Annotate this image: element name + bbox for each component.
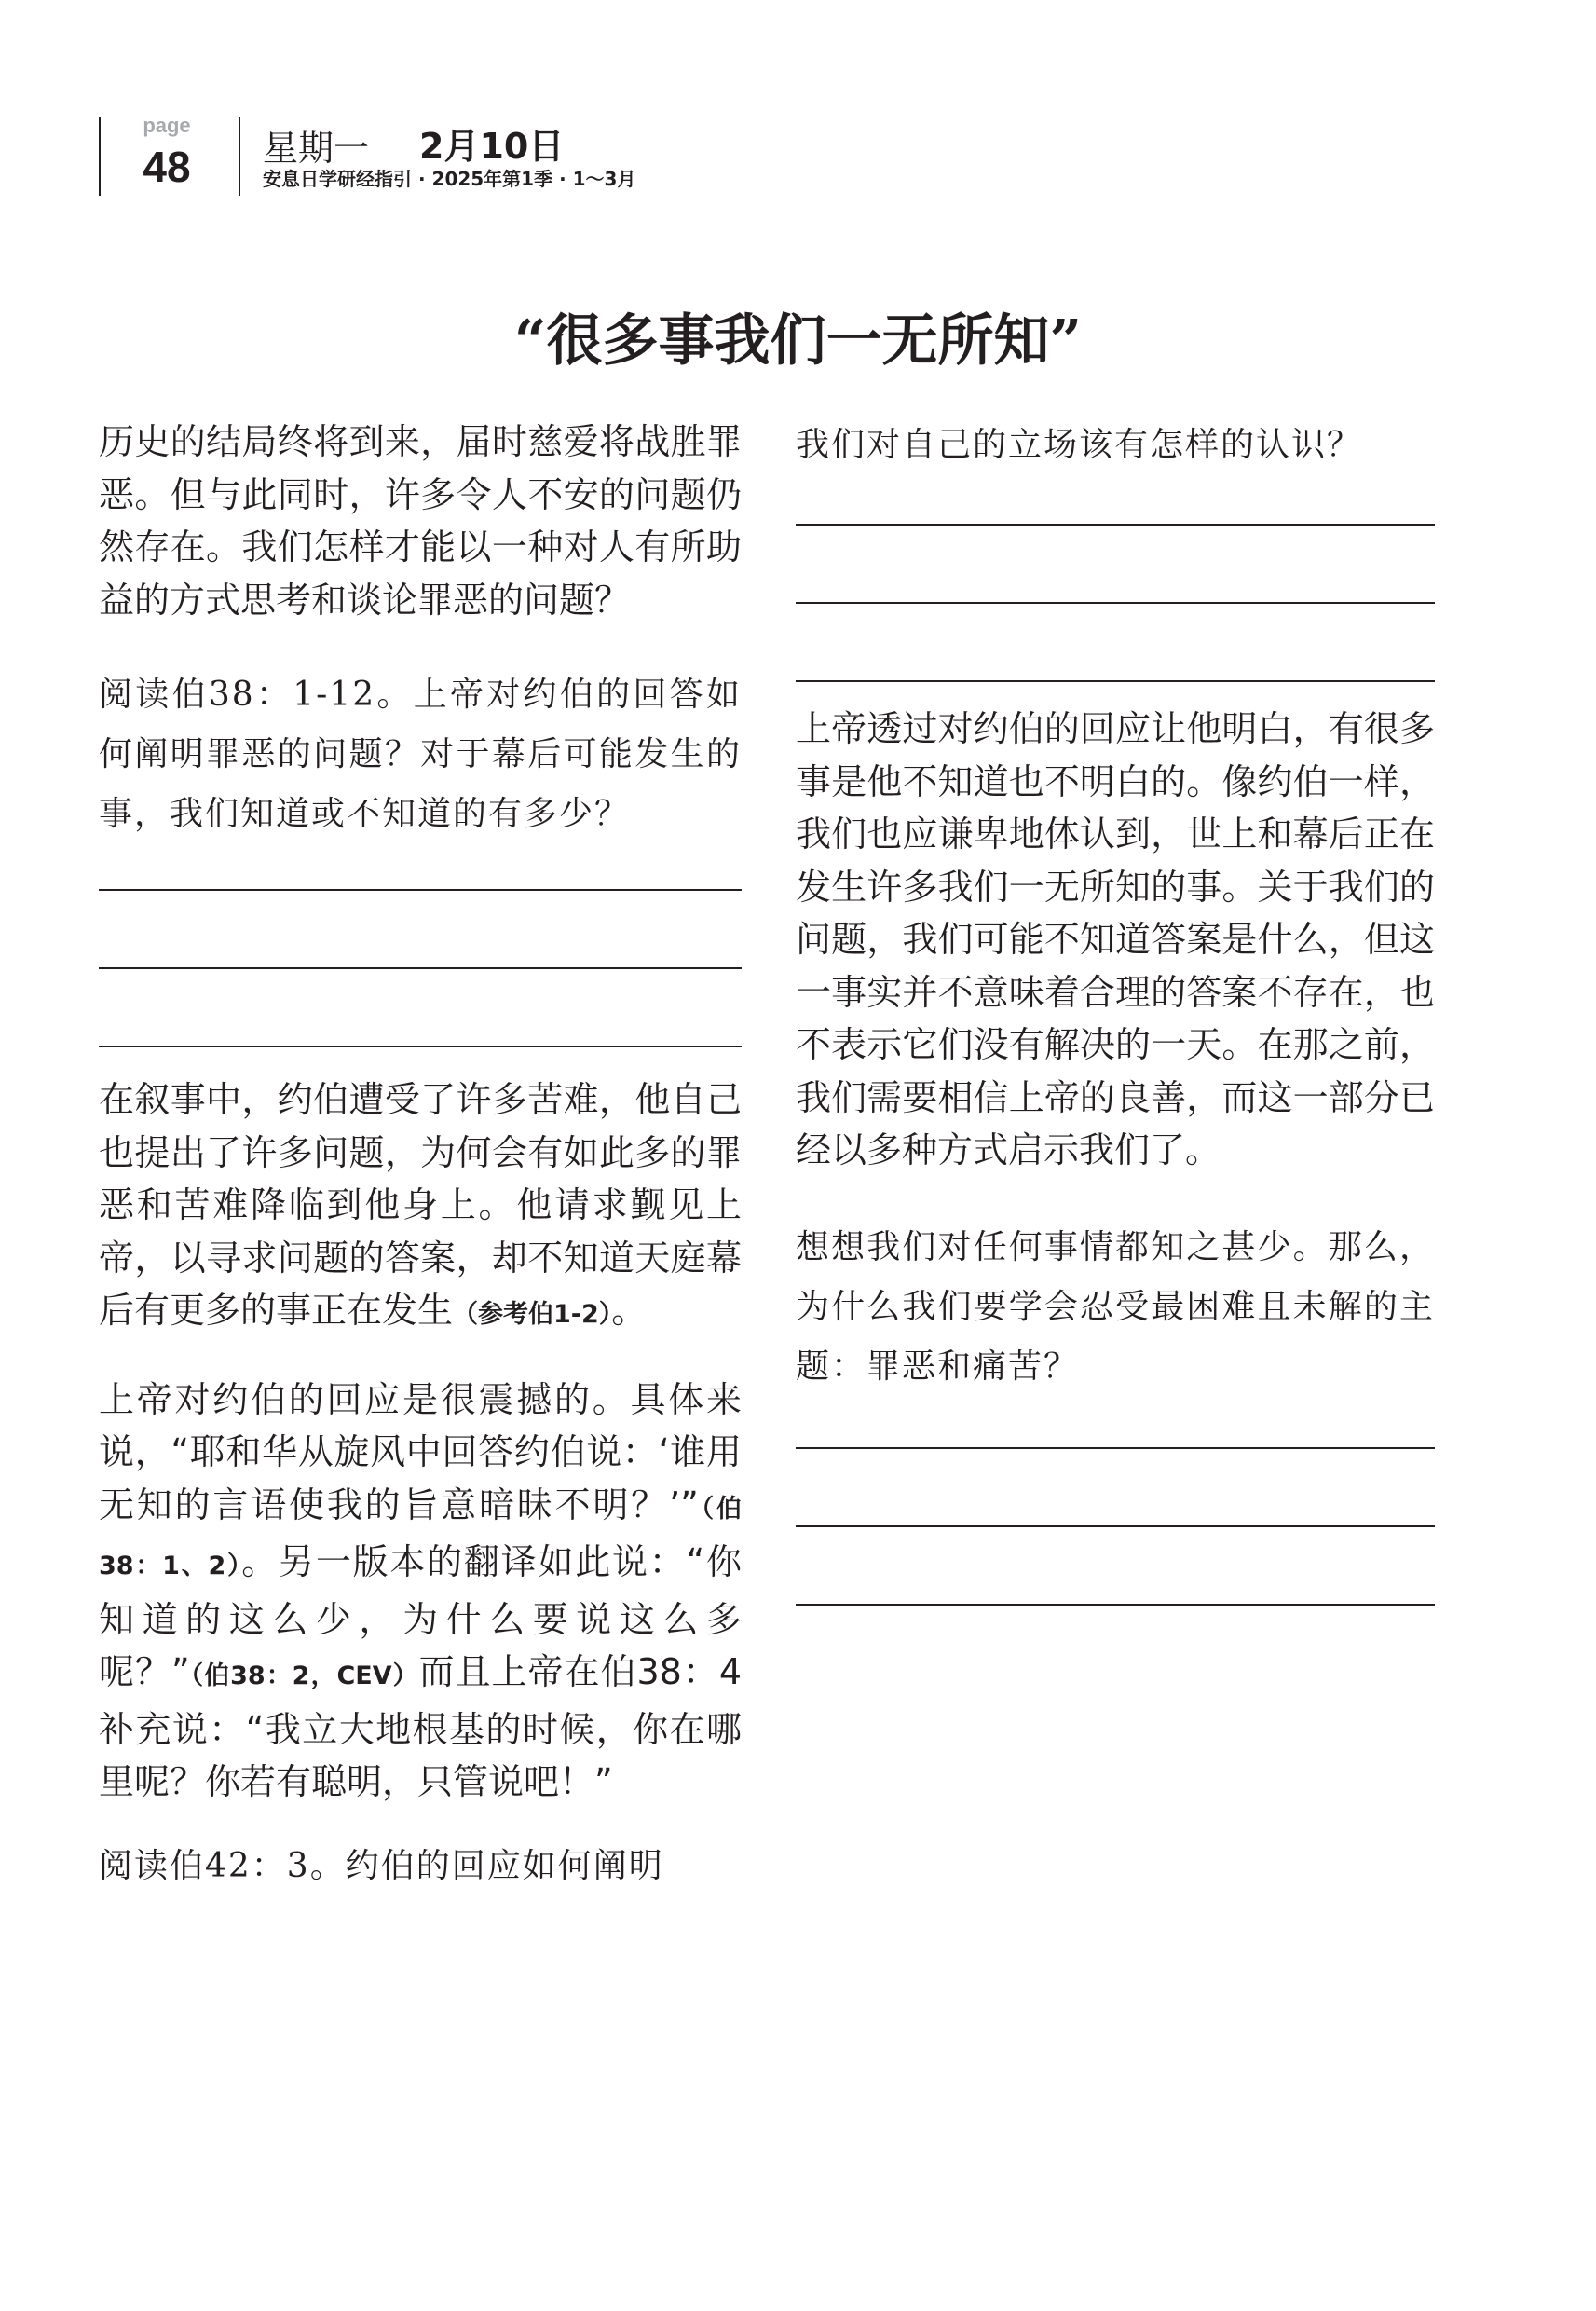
- response-text-b: 。另一版本的翻译如此说：“你知道的这么少，为什么要说这么多呢？”: [99, 1541, 742, 1692]
- response-text-a: 上帝对约伯的回应是很震撼的。具体来说，“耶和华从旋风中回答约伯说：‘谁用无知的言语使我的旨意暗昧不明？’”: [99, 1378, 742, 1525]
- narrative-paragraph: [99, 1073, 742, 1342]
- response-text-c: 而且上帝在伯38：4补充说：“我立大地根基的时候，你在哪里呢？你若有聪明，只管说吧！”: [99, 1651, 743, 1802]
- answer-line[interactable]: [99, 967, 742, 969]
- reflection-paragraph: 上帝透过对约伯的回应让他明白，有很多事是他不知道也不明白的。像约伯一样，我们也应谦卑地体认到，世上和幕后正在发生许多我们一无所知的事。关于我们的问题，我们可能不知道答案是什么，但这一事实并不意味着合理的答案不存在，也不表示它们没有解决的一天。在那之前，我们需要相信上帝的良善，而这一部分已经以多种方式启示我们了。: [796, 708, 1435, 1170]
- answer-line[interactable]: [796, 602, 1435, 604]
- header-divider-right: [239, 117, 240, 196]
- scripture-reference: （参考伯1-2）: [453, 1300, 612, 1329]
- date: 2月10日: [419, 126, 565, 167]
- page-label: page: [143, 114, 191, 137]
- right-column: [796, 416, 1435, 1606]
- answer-line[interactable]: [99, 889, 742, 891]
- narrative-text: 在叙事中，约伯遭受了许多苦难，他自己也提出了许多问题，为何会有如此多的罪恶和苦难降临到他身上。他请求觐见上帝，以寻求问题的答案，却不知道天庭幕后有更多的事正在发生: [99, 1079, 742, 1331]
- answer-lines-1: [99, 889, 742, 1047]
- study-question-1: 阅读伯38：1-12。上帝对约伯的回答如何阐明罪恶的问题？对于幕后可能发生的事，我们知道或不知道的有多少？: [99, 676, 742, 833]
- answer-lines-3: [796, 1447, 1435, 1606]
- gods-response-paragraph: [99, 1374, 742, 1809]
- page-number: 48: [143, 143, 191, 191]
- answer-lines-2: [796, 524, 1435, 682]
- header-subtitle: 安息日学研经指引 · 2025年第1季 · 1～3月: [263, 168, 636, 190]
- study-question-2: 阅读伯42：3。约伯的回应如何阐明: [99, 1846, 664, 1885]
- scripture-reference: （伯38：2，CEV）: [189, 1661, 419, 1690]
- answer-line[interactable]: [796, 680, 1435, 682]
- study-question-2-continued: 我们对自己的立场该有怎样的认识？: [796, 426, 1363, 464]
- intro-paragraph: 历史的结局终将到来，届时慈爱将战胜罪恶。但与此同时，许多令人不安的问题仍然存在。我们怎样才能以一种对人有所助益的方式思考和谈论罪恶的问题？: [99, 421, 742, 621]
- lesson-title: “很多事我们一无所知”: [513, 308, 1083, 374]
- answer-line[interactable]: [796, 524, 1435, 526]
- answer-line[interactable]: [796, 1447, 1435, 1449]
- answer-line[interactable]: [796, 1604, 1435, 1606]
- narrative-end: 。: [611, 1290, 648, 1331]
- left-column: [99, 416, 742, 1896]
- scripture-reference: （伯38：1、2）: [99, 1494, 742, 1580]
- answer-line[interactable]: [99, 1046, 742, 1047]
- weekday: 星期一: [263, 128, 370, 169]
- answer-line[interactable]: [796, 1525, 1435, 1527]
- study-question-3: 想想我们对任何事情都知之甚少。那么，为什么我们要学会忍受最困难且未解的主题：罪恶和痛苦？: [796, 1227, 1435, 1386]
- header-divider-left: [99, 117, 101, 196]
